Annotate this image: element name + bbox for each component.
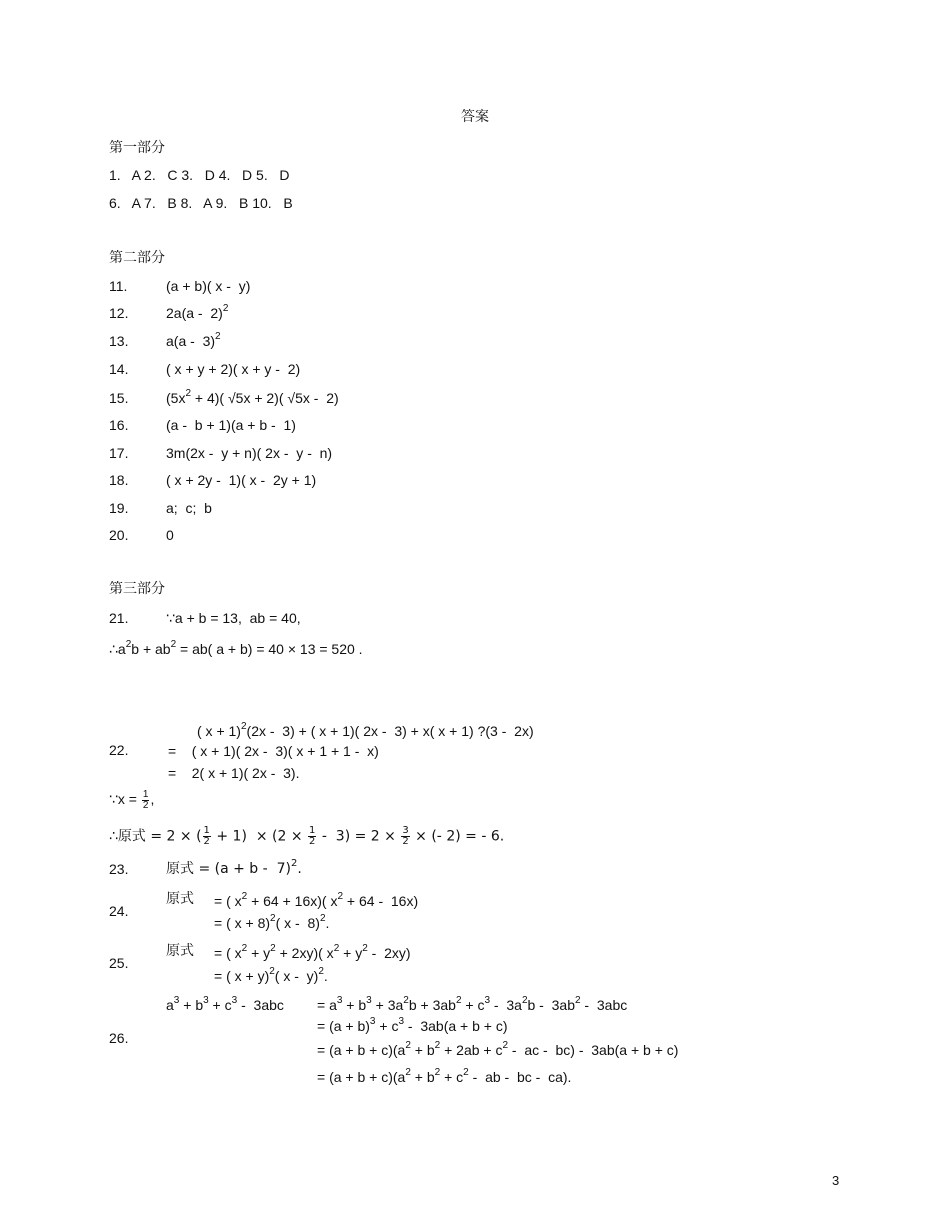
item-number: 23. bbox=[109, 861, 129, 877]
q22-step1: = ( x + 1)( 2x - 3)( x + 1 + 1 - x) bbox=[168, 743, 379, 759]
fraction: $\frac{3}{2}$ bbox=[402, 825, 409, 847]
item-number: 19. bbox=[109, 500, 129, 516]
q22-result: ∴原式 = 2 × ( $\frac{1}{2}$ + 1) × (2 × $\frac{1}{2}$ - 3) = 2 × $\frac{3}{2}$ × (- 2) = - 6. bbox=[109, 825, 505, 847]
q26-step3: = $(a + b + c)(a^2 + b^2 + 2ab + c^2$ - ac - bc) - 3ab(a + b + c) bbox=[317, 1040, 679, 1058]
part1-answers-row1: 1. A 2. C 3. D 4. D 5. D bbox=[109, 167, 290, 183]
q22-step2: = 2( x + 1)( 2x - 3). bbox=[168, 765, 300, 781]
item-number: 21. bbox=[109, 610, 129, 626]
part3-heading: 第三部分 bbox=[109, 581, 165, 597]
q22-given-x: ∵x = $\frac{1}{2}$ , bbox=[109, 789, 155, 811]
part1-answers-row2: 6. A 7. B 8. A 9. B 10. B bbox=[109, 195, 293, 211]
item-answer: 2a(a - 2)$^2$ bbox=[166, 303, 229, 321]
item-number: 24. bbox=[109, 903, 129, 919]
q25-label: 原式 bbox=[166, 943, 194, 959]
q24-step2: = ( x + 8)$^2$( x - 8)$^2$. bbox=[214, 913, 330, 931]
item-number: 15. bbox=[109, 390, 129, 406]
q26-step1: = $a^3 + b^3 + 3a^2b + 3ab^2 + c^3 - 3a^2b - 3ab^2 - 3abc$ bbox=[317, 995, 628, 1013]
item-number: 14. bbox=[109, 361, 129, 377]
page-number: 3 bbox=[832, 1173, 840, 1188]
q25-step2: = ( x + y)$^2$( x - y)$^2$. bbox=[214, 966, 328, 984]
item-number: 25. bbox=[109, 955, 129, 971]
item-number: 12. bbox=[109, 305, 129, 321]
item-number: 26. bbox=[109, 1030, 129, 1046]
q24-label: 原式 bbox=[166, 891, 194, 907]
part2-heading: 第二部分 bbox=[109, 250, 165, 266]
q26-lhs: $a^3 + b^3 + c^3 - 3abc$ bbox=[166, 995, 284, 1013]
item-number: 16. bbox=[109, 417, 129, 433]
fraction: $\frac{1}{2}$ bbox=[309, 825, 316, 847]
q21-result: $\therefore a^2b + ab^2 = ab$( a + b) = 40 × 13 = 520 . bbox=[109, 639, 363, 657]
q22-expression: ( x + 1)$^2$(2x - 3) + ( x + 1)( 2x - 3) + x( x + 1) ?(3 - 2x) bbox=[197, 721, 534, 739]
item-number: 22. bbox=[109, 742, 129, 758]
item-answer: (a - b + 1)(a + b - 1) bbox=[166, 417, 296, 433]
q25-step1: = ( $x^2 + y^2 + 2xy$)( $x^2 + y^2 - 2xy$) bbox=[214, 943, 411, 961]
item-number: 18. bbox=[109, 472, 129, 488]
item-number: 20. bbox=[109, 527, 129, 543]
q26-step4: = $(a + b + c)(a^2 + b^2 + c^2$ - ab - bc - ca). bbox=[317, 1067, 572, 1085]
fraction: $\frac{1}{2}$ bbox=[203, 825, 210, 847]
item-answer: 0 bbox=[166, 527, 174, 543]
item-answer: a; c; b bbox=[166, 500, 212, 516]
item-answer: ( x + y + 2)( x + y - 2) bbox=[166, 361, 301, 377]
q23-answer: 原式 = $(a + b - 7)^2$. bbox=[166, 858, 302, 877]
item-answer: 3m(2x - y + n)( 2x - y - n) bbox=[166, 445, 333, 461]
item-number: 11. bbox=[109, 278, 128, 294]
item-number: 17. bbox=[109, 445, 129, 461]
item-answer: ( x + 2y - 1)( x - 2y + 1) bbox=[166, 472, 317, 488]
q24-step1: = ( $x^2 + 64 + 16x$)( $x^2 + 64 - 16x$) bbox=[214, 891, 419, 909]
part1-heading: 第一部分 bbox=[109, 140, 165, 156]
page-title: 答案 bbox=[461, 109, 489, 125]
item-answer: $(5x^2 + 4)$( √5x + 2)( √5x - 2) bbox=[166, 388, 339, 406]
item-answer: (a + b)( x - y) bbox=[166, 278, 251, 294]
fraction: $\frac{1}{2}$ bbox=[142, 789, 149, 811]
q21-given: ∵a + b = 13, ab = 40, bbox=[166, 610, 301, 626]
q26-step2: = $(a + b)^3 + c^3 - 3ab(a + b + c)$ bbox=[317, 1016, 508, 1034]
item-answer: a(a - 3)$^2$ bbox=[166, 331, 221, 349]
item-number: 13. bbox=[109, 333, 129, 349]
